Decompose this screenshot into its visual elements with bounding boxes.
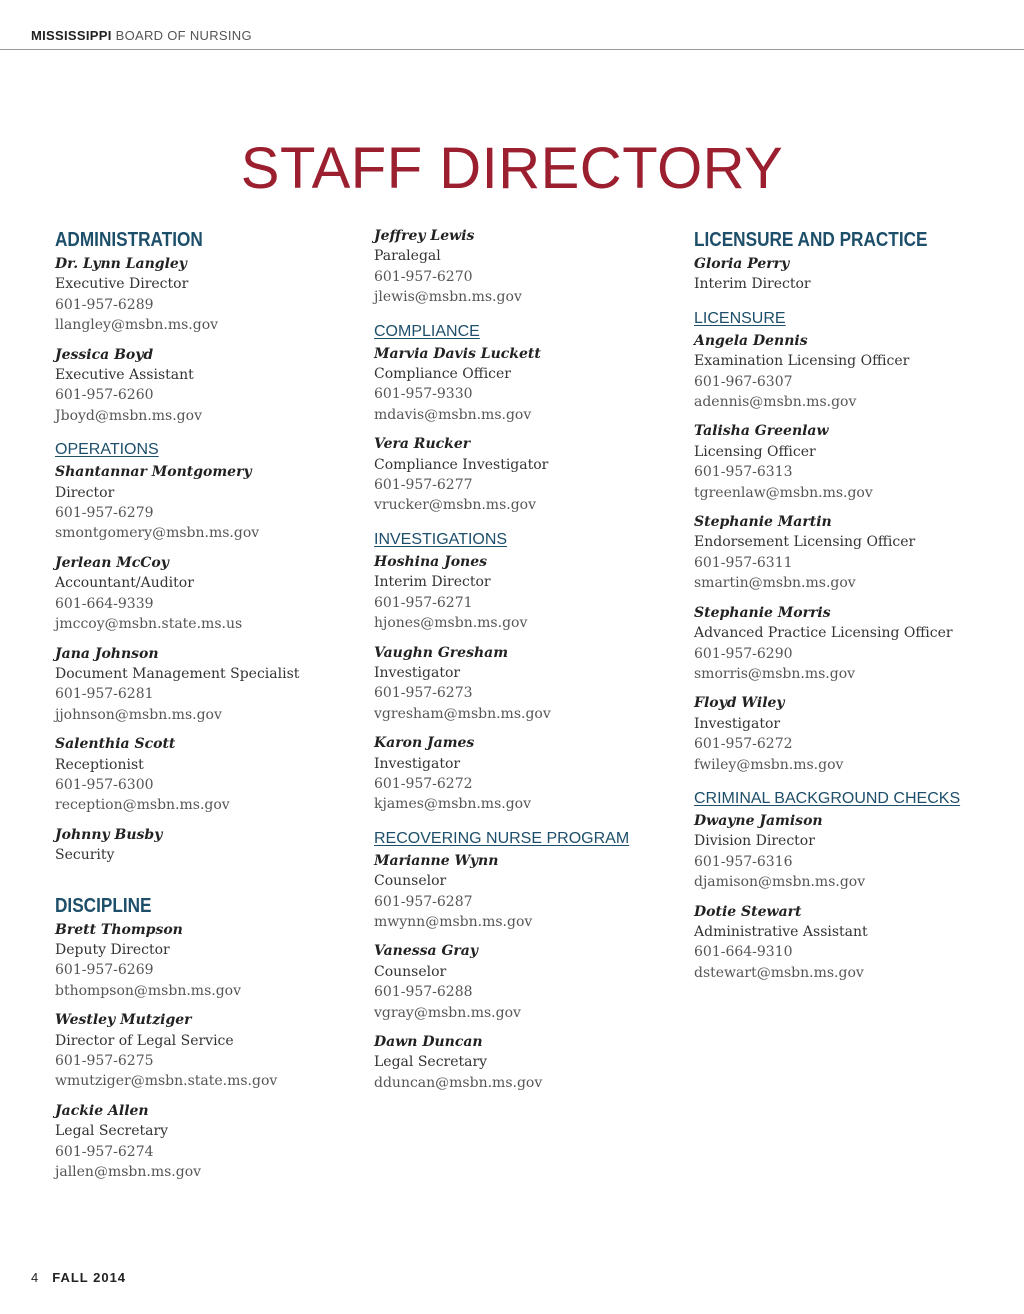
staff-phone: 601-957-6288 <box>374 984 473 1001</box>
staff-email: smontgomery@msbn.ms.gov <box>55 525 260 542</box>
page-title: STAFF DIRECTORY <box>240 136 784 201</box>
staff-email: jlewis@msbn.ms.gov <box>374 289 522 306</box>
issue-label: FALL 2014 <box>52 1270 127 1285</box>
staff-phone: 601-957-6273 <box>374 685 473 702</box>
staff-list <box>694 811 1014 983</box>
directory-column-middle <box>374 224 674 1093</box>
staff-title: Advanced Practice Licensing Officer <box>694 625 953 642</box>
staff-entry <box>55 644 355 726</box>
staff-title: Security <box>55 847 115 864</box>
staff-title: Compliance Officer <box>374 366 511 383</box>
staff-email: kjames@msbn.ms.gov <box>374 796 532 813</box>
staff-entry <box>55 345 355 427</box>
header-divider <box>0 49 1024 50</box>
staff-name: Shantannar Montgomery <box>55 464 252 481</box>
staff-phone: 601-957-6281 <box>55 686 154 703</box>
staff-email: bthompson@msbn.ms.gov <box>55 982 241 999</box>
staff-entry <box>374 733 674 815</box>
staff-list <box>55 254 355 426</box>
staff-entry <box>694 811 1014 893</box>
staff-phone: 601-957-6277 <box>374 477 473 494</box>
staff-title: Counselor <box>374 963 447 980</box>
staff-phone: 601-957-6279 <box>55 505 154 522</box>
section-heading: LICENSURE <box>694 309 786 327</box>
staff-entry <box>374 344 674 426</box>
staff-name: Angela Dennis <box>694 332 808 349</box>
staff-phone: 601-664-9310 <box>694 944 793 961</box>
staff-name: Vanessa Gray <box>374 943 478 960</box>
section-heading: CRIMINAL BACKGROUND CHECKS <box>694 789 961 807</box>
staff-title: Paralegal <box>374 248 441 265</box>
staff-phone: 601-957-6272 <box>374 775 473 792</box>
staff-email: vgray@msbn.ms.gov <box>374 1004 521 1021</box>
staff-email: mdavis@msbn.ms.gov <box>374 406 532 423</box>
staff-title: Compliance Investigator <box>374 456 549 473</box>
staff-list <box>694 254 1014 295</box>
staff-name: Salenthia Scott <box>55 736 176 753</box>
section-heading: INVESTIGATIONS <box>374 530 508 548</box>
staff-phone: 601-957-6272 <box>694 736 793 753</box>
staff-title: Executive Assistant <box>55 367 194 384</box>
staff-title: Director of Legal Service <box>55 1032 234 1049</box>
staff-list <box>374 851 674 1093</box>
staff-phone: 601-957-9330 <box>374 386 473 403</box>
staff-list <box>55 920 355 1183</box>
staff-name: Dotie Stewart <box>694 903 802 920</box>
staff-entry <box>374 226 674 308</box>
staff-entry <box>694 254 1014 295</box>
staff-title: Receptionist <box>55 756 144 773</box>
staff-list <box>374 344 674 516</box>
staff-name: Vaughn Gresham <box>374 644 509 661</box>
staff-name: Marianne Wynn <box>374 852 499 869</box>
staff-email: vrucker@msbn.ms.gov <box>374 497 537 514</box>
staff-phone: 601-967-6307 <box>694 373 793 390</box>
staff-title: Investigator <box>374 755 461 772</box>
staff-phone: 601-957-6275 <box>55 1053 154 1069</box>
staff-phone: 601-957-6311 <box>694 554 793 571</box>
staff-phone: 601-957-6269 <box>55 962 154 979</box>
staff-name: Marvia Davis Luckett <box>374 345 541 362</box>
staff-email: wmutziger@msbn.state.ms.gov <box>55 1073 278 1090</box>
staff-phone: 601-664-9339 <box>55 595 154 612</box>
staff-name: Jackie Allen <box>55 1102 149 1119</box>
staff-entry <box>55 1010 355 1092</box>
staff-title: Document Management Specialist <box>55 665 300 682</box>
staff-phone: 601-957-6290 <box>694 645 793 662</box>
staff-name: Dawn Duncan <box>374 1034 483 1050</box>
staff-entry <box>55 825 355 866</box>
staff-name: Jana Johnson <box>55 645 159 662</box>
staff-email: dstewart@msbn.ms.gov <box>694 964 864 981</box>
staff-title: Deputy Director <box>55 941 170 958</box>
department-heading: DISCIPLINE <box>55 894 152 917</box>
staff-title: Division Director <box>694 833 815 850</box>
staff-phone: 601-957-6270 <box>374 268 473 285</box>
staff-entry <box>694 693 1014 775</box>
staff-name: Westley Mutziger <box>55 1012 192 1029</box>
staff-title: Legal Secretary <box>55 1123 169 1140</box>
staff-title: Counselor <box>374 873 447 890</box>
staff-email: smorris@msbn.ms.gov <box>694 665 856 682</box>
staff-entry <box>55 920 355 1002</box>
staff-entry <box>55 553 355 635</box>
staff-entry <box>694 421 1014 503</box>
staff-email: mwynn@msbn.ms.gov <box>374 913 533 930</box>
staff-name: Gloria Perry <box>694 256 790 272</box>
page-number: 4 <box>31 1270 39 1285</box>
staff-phone: 601-957-6287 <box>374 893 473 910</box>
staff-email: smartin@msbn.ms.gov <box>694 575 856 592</box>
staff-email: adennis@msbn.ms.gov <box>694 394 857 411</box>
staff-name: Vera Rucker <box>374 436 471 453</box>
staff-entry <box>55 734 355 816</box>
staff-entry <box>374 643 674 725</box>
staff-title: Accountant/Auditor <box>55 575 194 592</box>
running-header <box>31 28 1024 43</box>
staff-name: Johnny Busby <box>55 826 163 843</box>
staff-email: llangley@msbn.ms.gov <box>55 317 219 334</box>
staff-title: Interim Director <box>694 276 811 293</box>
staff-email: djamison@msbn.ms.gov <box>694 874 866 891</box>
staff-name: Stephanie Martin <box>694 514 832 531</box>
staff-name: Stephanie Morris <box>694 604 831 621</box>
staff-phone: 601-957-6289 <box>55 296 154 313</box>
staff-name: Floyd Wiley <box>694 695 785 712</box>
staff-entry <box>374 851 674 933</box>
staff-name: Brett Thompson <box>55 921 183 938</box>
header-org-name: MISSISSIPPI <box>31 28 112 43</box>
department-heading: ADMINISTRATION <box>55 229 203 251</box>
staff-name: Jeffrey Lewis <box>374 228 475 244</box>
staff-title: Administrative Assistant <box>694 923 868 940</box>
section-heading: OPERATIONS <box>55 441 159 459</box>
staff-phone: 601-957-6260 <box>55 387 154 404</box>
staff-name: Karon James <box>374 735 475 752</box>
staff-phone: 601-957-6300 <box>55 776 154 793</box>
section-heading: COMPLIANCE <box>374 322 480 340</box>
staff-entry <box>374 434 674 516</box>
staff-title: Director <box>55 484 115 501</box>
staff-title: Licensing Officer <box>694 443 816 460</box>
staff-title: Investigator <box>374 664 461 681</box>
staff-phone: 601-957-6274 <box>55 1143 154 1160</box>
staff-phone: 601-957-6271 <box>374 594 473 611</box>
staff-title: Examination Licensing Officer <box>694 353 910 370</box>
staff-email: fwiley@msbn.ms.gov <box>694 756 844 773</box>
staff-name: Talisha Greenlaw <box>694 423 829 440</box>
staff-list <box>374 226 674 308</box>
staff-email: jjohnson@msbn.ms.gov <box>55 706 222 723</box>
directory-column-left <box>55 224 355 1182</box>
staff-entry <box>374 552 674 634</box>
directory-column-right <box>694 224 1014 983</box>
staff-entry <box>55 254 355 336</box>
staff-phone: 601-957-6313 <box>694 464 793 481</box>
staff-entry <box>694 331 1014 413</box>
staff-list <box>374 552 674 815</box>
staff-title: Interim Director <box>374 574 491 591</box>
section-heading: RECOVERING NURSE PROGRAM <box>374 829 630 847</box>
staff-email: jmccoy@msbn.state.ms.us <box>55 616 243 633</box>
staff-entry <box>694 512 1014 594</box>
staff-email: vgresham@msbn.ms.gov <box>374 705 551 722</box>
staff-name: Jessica Boyd <box>55 346 154 363</box>
staff-name: Jerlean McCoy <box>55 554 169 571</box>
page-footer <box>31 1270 126 1285</box>
staff-email: reception@msbn.ms.gov <box>55 797 230 814</box>
staff-name: Dwayne Jamison <box>694 812 823 829</box>
staff-entry <box>374 941 674 1023</box>
staff-title: Endorsement Licensing Officer <box>694 534 916 551</box>
header-org-subtitle: BOARD OF NURSING <box>115 28 252 43</box>
department-heading: LICENSURE AND PRACTICE <box>694 229 928 251</box>
staff-email: tgreenlaw@msbn.ms.gov <box>694 484 873 501</box>
staff-title: Investigator <box>694 715 781 732</box>
staff-list <box>694 331 1014 775</box>
staff-entry <box>55 1101 355 1183</box>
staff-name: Hoshina Jones <box>374 553 487 570</box>
staff-email: hjones@msbn.ms.gov <box>374 615 528 632</box>
staff-title: Legal Secretary <box>374 1054 488 1071</box>
staff-email: dduncan@msbn.ms.gov <box>374 1074 543 1091</box>
staff-entry <box>55 462 355 544</box>
staff-entry <box>694 902 1014 984</box>
staff-phone: 601-957-6316 <box>694 853 793 870</box>
staff-entry <box>374 1032 674 1093</box>
staff-entry <box>694 603 1014 685</box>
staff-list <box>55 462 355 865</box>
staff-name: Dr. Lynn Langley <box>55 256 187 272</box>
staff-title: Executive Director <box>55 276 189 293</box>
staff-email: Jboyd@msbn.ms.gov <box>55 407 202 424</box>
staff-email: jallen@msbn.ms.gov <box>55 1164 202 1181</box>
